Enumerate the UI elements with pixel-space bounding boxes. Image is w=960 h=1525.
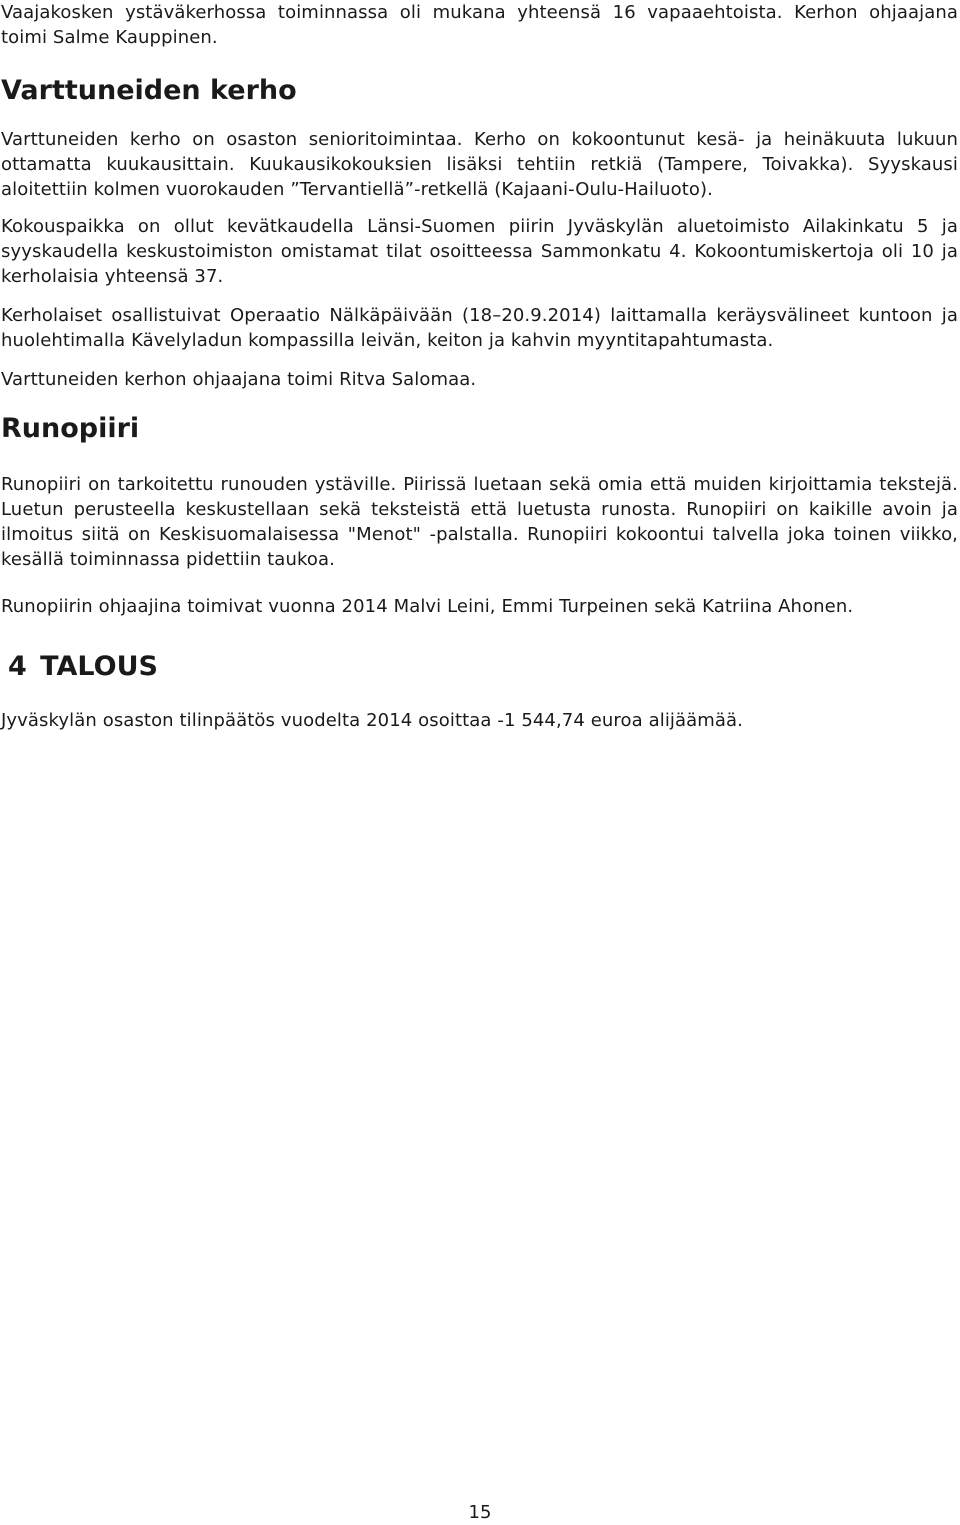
page-content bbox=[1, 0, 958, 733]
section-paragraph: Runopiirin ohjaajina toimivat vuonna 2014 Malvi Leini, Emmi Turpeinen sekä Katriina Ahonen. bbox=[1, 596, 854, 617]
section-paragraph: Runopiiri on tarkoitettu runouden ystäville. Piirissä luetaan sekä omia että muiden kirjoittamia tekstejä. Luetun perusteella keskustellaan sekä teksteistä että luetusta runosta. Runopiiri on kaikille avoin ja ilmoitus siitä on Keskisuomalaisessa "Menot" -palstalla. Runopiiri kokoontui talvella joka toinen viikko, kesällä toiminnassa pidettiin taukoa. bbox=[1, 474, 958, 570]
intro-paragraph: Vaajakosken ystäväkerhossa toiminnassa oli mukana yhteensä 16 vapaaehtoista. Kerhon ohjaajana toimi Salme Kauppinen. bbox=[1, 2, 958, 48]
section-heading-varttuneiden-kerho: Varttuneiden kerho bbox=[1, 75, 297, 106]
page-number: 15 bbox=[468, 1502, 492, 1523]
section-paragraph: Varttuneiden kerhon ohjaajana toimi Ritva Salomaa. bbox=[1, 369, 477, 390]
section-paragraph: Jyväskylän osaston tilinpäätös vuodelta 2014 osoittaa -1 544,74 euroa alijäämää. bbox=[1, 710, 743, 731]
section-paragraph: Kokouspaikka on ollut kevätkaudella Länsi-Suomen piirin Jyväskylän aluetoimisto Ailakinkatu 5 ja syyskaudella keskustoimiston omistamat tilat osoitteessa Sammonkatu 4. Kokoontumiskertoja oli 10 ja kerholaisia yhteensä 37. bbox=[1, 216, 958, 287]
section-paragraph: Varttuneiden kerho on osaston senioritoimintaa. Kerho on kokoontunut kesä- ja heinäkuuta lukuun ottamatta kuukausittain. Kuukausikokouksien lisäksi tehtiin retkiä (Tampere, Toivakka). Syyskausi aloitettiin kolmen vuorokauden ”Tervantiellä”-retkellä (Kajaani-Oulu-Hailuoto). bbox=[1, 129, 958, 200]
section-heading-talous: 4 TALOUS bbox=[8, 651, 158, 682]
section-heading-runopiiri: Runopiiri bbox=[1, 413, 140, 444]
section-paragraph: Kerholaiset osallistuivat Operaatio Nälkäpäivään (18–20.9.2014) laittamalla keräysvälineet kuntoon ja huolehtimalla Kävelyladun kompassilla leivän, keiton ja kahvin myyntitapahtumasta. bbox=[1, 305, 958, 351]
